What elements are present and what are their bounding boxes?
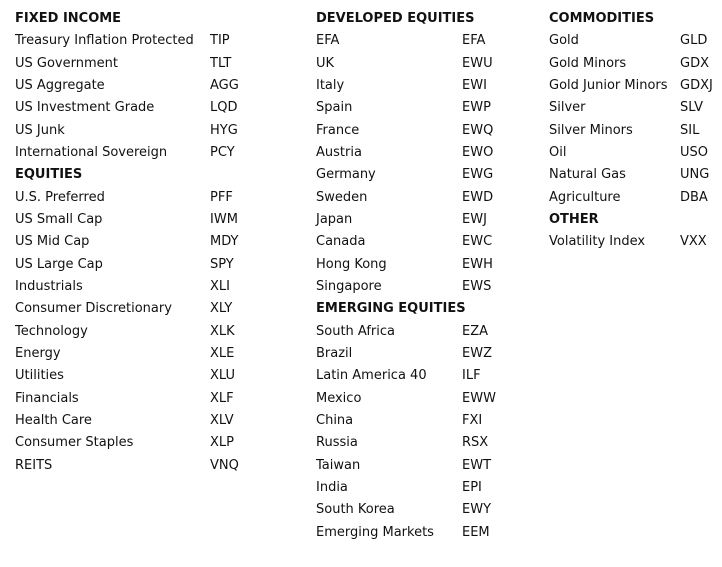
section-header: FIXED INCOME <box>15 11 122 26</box>
table-row <box>15 187 233 209</box>
ticker-symbol: GDX <box>680 55 709 71</box>
ticker-symbol: SLV <box>680 100 703 116</box>
table-row <box>316 432 489 454</box>
ticker-symbol: EFA <box>462 33 486 49</box>
ticker-symbol: XLK <box>210 323 235 339</box>
asset-name: Natural Gas <box>549 167 626 183</box>
table-row <box>15 365 236 387</box>
table-row <box>15 209 238 231</box>
table-row <box>15 53 232 75</box>
asset-name: Mexico <box>316 390 362 406</box>
asset-name: Taiwan <box>316 457 361 473</box>
asset-name: Silver Minors <box>549 122 633 138</box>
table-row <box>316 187 494 209</box>
table-row <box>549 187 708 209</box>
asset-name: Gold <box>549 33 579 49</box>
ticker-symbol: HYG <box>210 122 238 138</box>
table-row <box>15 120 238 142</box>
ticker-symbol: LQD <box>210 100 238 116</box>
section-header: EMERGING EQUITIES <box>316 301 466 317</box>
asset-name: Consumer Staples <box>15 435 134 451</box>
ticker-symbol: EWD <box>462 189 494 205</box>
section-other <box>549 209 707 254</box>
ticker-symbol: TIP <box>210 33 230 49</box>
asset-name: Russia <box>316 435 358 451</box>
section-header: COMMODITIES <box>549 11 655 26</box>
asset-name: Technology <box>15 323 88 339</box>
table-row <box>316 254 493 276</box>
ticker-symbol: EWT <box>462 457 492 473</box>
ticker-symbol: XLE <box>210 345 235 361</box>
section-commodities <box>549 8 713 209</box>
asset-name: Hong Kong <box>316 256 387 272</box>
asset-name: Agriculture <box>549 189 621 205</box>
ticker-symbol: EZA <box>462 323 489 339</box>
asset-name: US Government <box>15 55 118 71</box>
ticker-symbol: XLP <box>210 435 234 451</box>
section-header: EQUITIES <box>15 167 83 183</box>
table-row <box>15 75 239 97</box>
table-row <box>316 522 490 544</box>
table-row <box>15 410 234 432</box>
ticker-symbol: AGG <box>210 77 239 93</box>
asset-name: Italy <box>316 77 345 93</box>
table-row <box>316 365 481 387</box>
asset-name: UK <box>316 55 335 71</box>
asset-name: Latin America 40 <box>316 368 427 384</box>
asset-name: Gold Junior Minors <box>549 77 668 93</box>
asset-name: Japan <box>316 211 353 227</box>
ticker-symbol: UNG <box>680 167 710 183</box>
table-row <box>15 455 239 477</box>
table-row <box>316 142 494 164</box>
asset-name: Energy <box>15 345 61 361</box>
ticker-symbol: EWQ <box>462 122 494 138</box>
table-row <box>15 298 233 320</box>
asset-name: Treasury Inflation Protected <box>15 33 194 49</box>
ticker-symbol: VXX <box>680 234 707 250</box>
ticker-symbol: EWO <box>462 144 494 160</box>
asset-name: Financials <box>15 390 79 406</box>
ticker-symbol: EWJ <box>462 211 487 227</box>
section-developed-equities <box>316 8 494 298</box>
asset-name: China <box>316 412 354 428</box>
table-row <box>15 142 235 164</box>
column-left <box>15 8 239 477</box>
asset-name: US Large Cap <box>15 256 103 272</box>
asset-name: Austria <box>316 144 362 160</box>
section-header: OTHER <box>549 211 599 227</box>
table-row <box>15 30 230 52</box>
table-row <box>316 499 492 521</box>
asset-name: Volatility Index <box>549 234 646 250</box>
ticker-symbol: XLY <box>210 301 233 317</box>
asset-name: US Investment Grade <box>15 100 155 116</box>
table-row <box>316 53 493 75</box>
ticker-symbol: IWM <box>210 211 238 227</box>
ticker-symbol: XLI <box>210 278 230 294</box>
ticker-symbol: VNQ <box>210 457 239 473</box>
ticker-symbol: PFF <box>210 189 233 205</box>
column-right <box>549 8 713 254</box>
asset-name: Consumer Discretionary <box>15 301 172 317</box>
table-row <box>316 321 489 343</box>
table-row <box>316 410 483 432</box>
ticker-symbol: FXI <box>462 412 483 428</box>
ticker-symbol: EWU <box>462 55 493 71</box>
asset-name: International Sovereign <box>15 144 168 160</box>
ticker-symbol: GLD <box>680 33 708 49</box>
table-row <box>15 97 238 119</box>
ticker-symbol: MDY <box>210 234 239 250</box>
asset-name: Utilities <box>15 368 64 384</box>
asset-name: Germany <box>316 167 376 183</box>
section-header: DEVELOPED EQUITIES <box>316 11 475 26</box>
ticker-symbol: EWP <box>462 100 491 116</box>
ticker-symbol: EWI <box>462 77 487 93</box>
asset-name: Gold Minors <box>549 55 627 71</box>
asset-name: South Korea <box>316 502 395 518</box>
asset-name: EFA <box>316 33 340 49</box>
table-row <box>15 254 234 276</box>
table-row <box>316 97 491 119</box>
table-row <box>316 276 492 298</box>
table-row <box>316 231 493 253</box>
ticker-symbol: EEM <box>462 524 490 540</box>
table-row <box>549 164 710 186</box>
ticker-symbol: XLU <box>210 368 236 384</box>
ticker-symbol: PCY <box>210 144 235 160</box>
table-row <box>316 388 496 410</box>
table-row <box>316 120 494 142</box>
section-fixed-income <box>15 8 239 164</box>
asset-name: India <box>316 479 348 495</box>
table-row <box>549 142 708 164</box>
ticker-symbol: EWW <box>462 390 496 406</box>
ticker-symbol: EWZ <box>462 345 492 361</box>
ticker-symbol: RSX <box>462 435 489 451</box>
asset-name: Sweden <box>316 189 368 205</box>
ticker-symbol: EWC <box>462 234 493 250</box>
asset-name: France <box>316 122 360 138</box>
ticker-symbol: SPY <box>210 256 234 272</box>
asset-name: Emerging Markets <box>316 524 434 540</box>
ticker-symbol: EWH <box>462 256 493 272</box>
asset-name: REITS <box>15 457 53 473</box>
ticker-symbol: ILF <box>462 368 481 384</box>
table-row <box>15 276 230 298</box>
ticker-symbol: USO <box>680 144 708 160</box>
table-row <box>316 209 487 231</box>
table-row <box>549 231 707 253</box>
table-row <box>549 120 700 142</box>
table-row <box>316 343 492 365</box>
asset-name: US Junk <box>15 122 65 138</box>
ticker-symbol: GDXJ <box>680 77 713 93</box>
asset-name: US Mid Cap <box>15 234 90 250</box>
table-row <box>316 455 492 477</box>
asset-name: US Small Cap <box>15 211 103 227</box>
ticker-symbol: TLT <box>210 55 232 71</box>
asset-name: U.S. Preferred <box>15 189 105 205</box>
ticker-symbol: EWY <box>462 502 492 518</box>
table-row <box>316 164 494 186</box>
ticker-symbol: DBA <box>680 189 708 205</box>
asset-name: South Africa <box>316 323 395 339</box>
table-row <box>316 477 482 499</box>
asset-name: Health Care <box>15 412 92 428</box>
column-middle <box>316 8 496 544</box>
table-row <box>15 388 234 410</box>
ticker-symbol: XLV <box>210 412 234 428</box>
section-equities <box>15 164 239 477</box>
asset-name: Spain <box>316 100 353 116</box>
asset-name: Brazil <box>316 345 353 361</box>
table-row <box>549 97 703 119</box>
table-row <box>15 321 235 343</box>
section-emerging-equities <box>316 298 496 544</box>
table-row <box>549 30 708 52</box>
table-row <box>15 343 235 365</box>
table-row <box>15 432 234 454</box>
asset-name: Silver <box>549 100 586 116</box>
asset-name: Industrials <box>15 278 83 294</box>
table-row <box>15 231 239 253</box>
table-row <box>316 30 486 52</box>
asset-name: US Aggregate <box>15 77 105 93</box>
table-row <box>316 75 487 97</box>
table-row <box>549 53 709 75</box>
ticker-symbol: SIL <box>680 122 700 138</box>
ticker-symbol: XLF <box>210 390 234 406</box>
table-row <box>549 75 713 97</box>
asset-name: Oil <box>549 144 567 160</box>
ticker-symbol: EWS <box>462 278 492 294</box>
ticker-symbol: EWG <box>462 167 494 183</box>
asset-name: Canada <box>316 234 366 250</box>
asset-name: Singapore <box>316 278 382 294</box>
ticker-symbol: EPI <box>462 479 482 495</box>
